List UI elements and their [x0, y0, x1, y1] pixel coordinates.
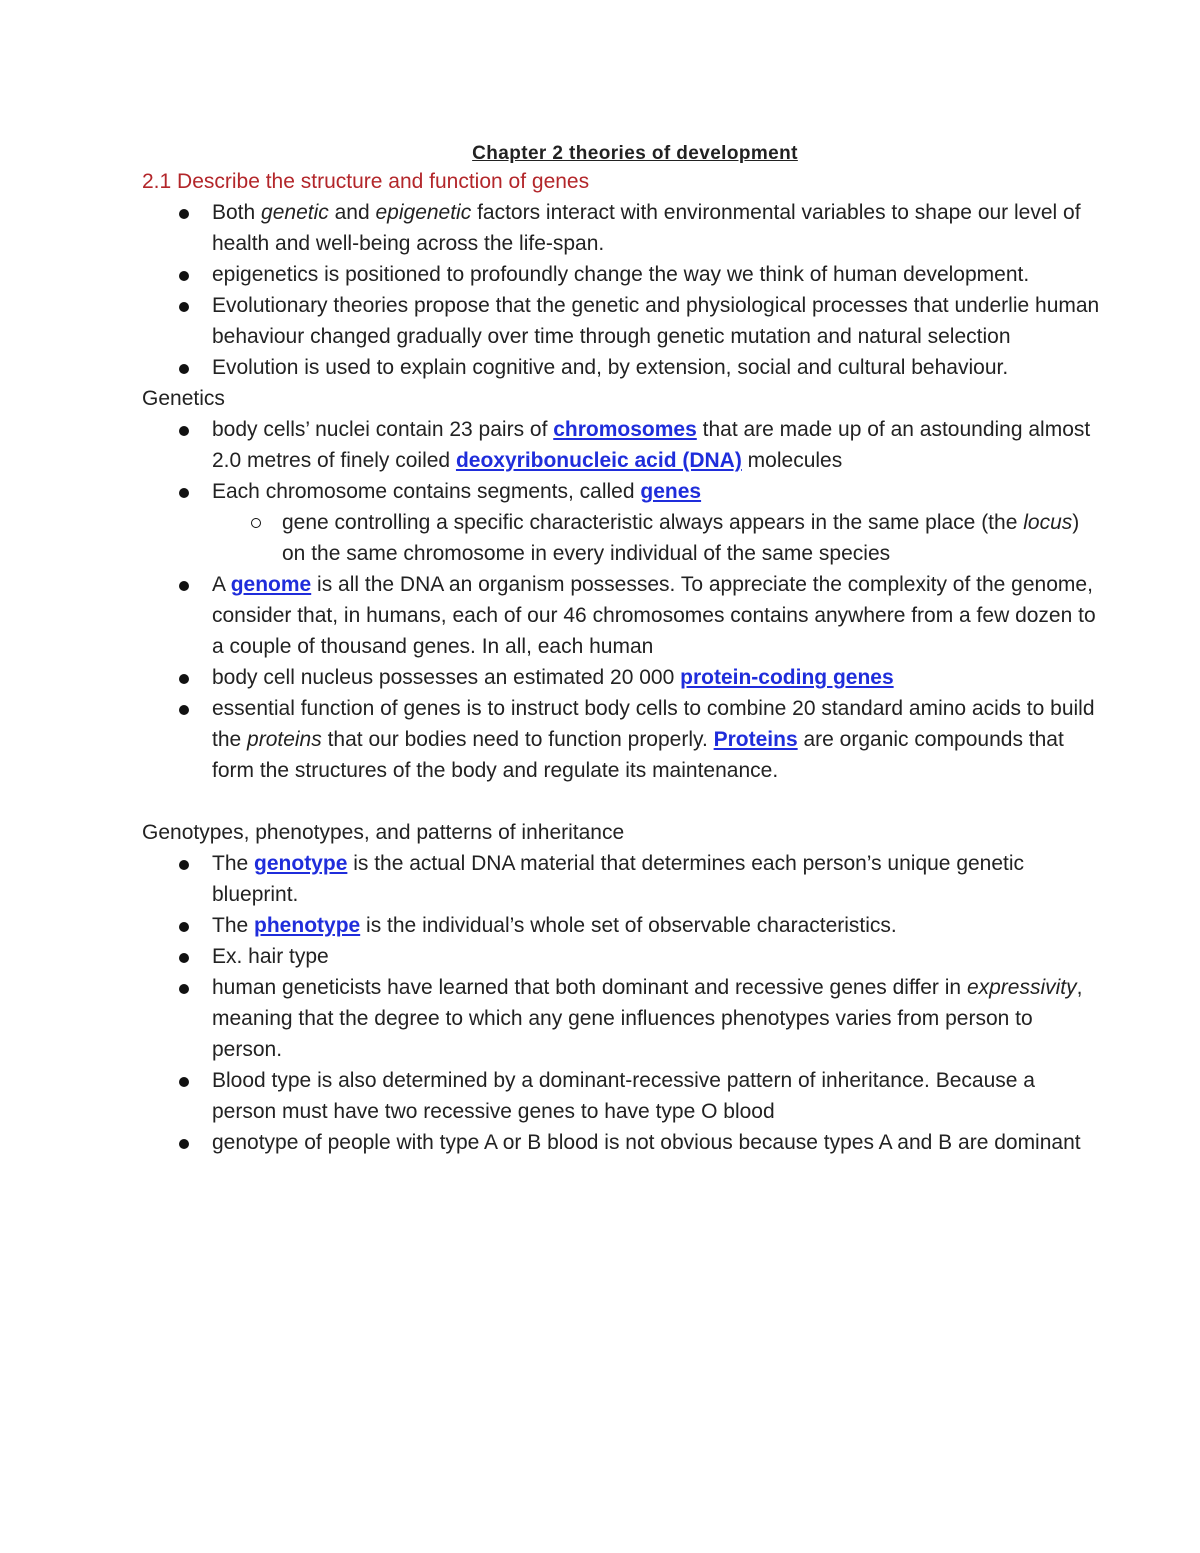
text-run: The — [212, 914, 255, 937]
text-run: human geneticists have learned that both dominant and recessive genes differ in — [212, 976, 967, 999]
keyword-link-genotype[interactable]: genotype — [254, 852, 348, 875]
bullet-icon — [179, 860, 189, 870]
sub-bullet-list — [212, 507, 1102, 569]
italic-term: proteins — [247, 728, 322, 751]
bullet-icon — [179, 581, 189, 591]
list-item — [212, 197, 1102, 259]
text-run: Evolutionary theories propose that the genetic and physiological processes that underlie human behaviour changed gradually over time through genetic mutation and natural selection — [212, 294, 1100, 348]
text-run: that are made up of an astounding almost 2.0 metres of finely coiled — [212, 418, 1091, 472]
keyword-link-protein-coding-genes[interactable]: protein-coding genes — [680, 666, 894, 689]
blank-line — [142, 786, 1102, 817]
list-item — [212, 569, 1102, 662]
list-item — [212, 290, 1102, 352]
text-run: body cell nucleus possesses an estimated 20 000 — [212, 666, 681, 689]
keyword-link-dna[interactable]: deoxyribonucleic acid (DNA) — [455, 449, 742, 472]
text-run: , meaning that the degree to which any gene influences phenotypes varies from person to person. — [212, 976, 1083, 1061]
bullet-icon — [179, 488, 189, 498]
italic-term: locus — [1023, 511, 1073, 534]
list-item — [212, 848, 1102, 910]
bullet-list-genetics — [142, 414, 1102, 786]
text-run: genotype of people with type A or B blood is not obvious because types A and B are dominant — [212, 1131, 1081, 1154]
italic-term: genetic — [261, 201, 329, 224]
bullet-icon — [179, 364, 189, 374]
text-run: Ex. hair type — [212, 945, 329, 968]
sub-list-item — [282, 507, 1102, 569]
list-item — [212, 1127, 1102, 1158]
italic-term: expressivity — [966, 976, 1077, 999]
list-item — [212, 352, 1102, 383]
section-heading-genes: 2.1 Describe the structure and function of genes — [142, 170, 590, 193]
section-heading-genetics: Genetics — [142, 387, 225, 410]
list-item — [212, 1065, 1102, 1127]
list-item — [212, 941, 1102, 972]
text-run: Both — [212, 201, 262, 224]
text-run: is the actual DNA material that determines each person’s unique genetic blueprint. — [212, 852, 1025, 906]
hollow-bullet-icon — [251, 518, 261, 528]
section-heading-inheritance: Genotypes, phenotypes, and patterns of inheritance — [142, 821, 625, 844]
text-run: and — [328, 201, 376, 224]
text-run: that our bodies need to function properly. — [321, 728, 714, 751]
text-run: Each chromosome contains segments, called — [212, 480, 641, 503]
bullet-icon — [179, 426, 189, 436]
bullet-icon — [179, 674, 189, 684]
text-run: Blood type is also determined by a dominant-recessive pattern of inheritance. Because a person must have two recessive genes to have type O blood — [212, 1069, 1035, 1123]
text-run: epigenetics is positioned to profoundly change the way we think of human development. — [212, 263, 1030, 286]
document-body — [142, 166, 1102, 1158]
text-run: factors interact with environmental variables to shape our level of health and well-being across the life-span. — [212, 201, 1081, 255]
keyword-link-genes[interactable]: genes — [640, 480, 702, 503]
text-run: Evolution is used to explain cognitive and, by extension, social and cultural behaviour. — [212, 356, 1009, 379]
text-run: body cells’ nuclei contain 23 pairs of — [212, 418, 554, 441]
text-run: The — [212, 852, 255, 875]
keyword-link-chromosomes[interactable]: chromosomes — [553, 418, 697, 441]
list-item — [212, 693, 1102, 786]
bullet-icon — [179, 922, 189, 932]
list-item — [212, 972, 1102, 1065]
bullet-icon — [179, 271, 189, 281]
bullet-icon — [179, 984, 189, 994]
italic-term: epigenetic — [375, 201, 472, 224]
list-item — [212, 259, 1102, 290]
page-title: Chapter 2 theories of development — [472, 143, 798, 164]
text-run: molecules — [741, 449, 843, 472]
text-run: are organic compounds that form the structures of the body and regulate its maintenance. — [212, 728, 1064, 782]
keyword-link-phenotype[interactable]: phenotype — [254, 914, 361, 937]
bullet-icon — [179, 953, 189, 963]
bullet-icon — [179, 209, 189, 219]
text-run: A — [212, 573, 231, 596]
bullet-icon — [179, 302, 189, 312]
text-run: is all the DNA an organism possesses. To appreciate the complexity of the genome, consider that, in humans, each of our 46 chromosomes contains anywhere from a few dozen to a couple of thousand genes. In all, each human — [212, 573, 1096, 658]
text-run: essential function of genes is to instruct body cells to combine 20 standard amino acids to build the — [212, 697, 1095, 751]
text-run: ) on the same chromosome in every individual of the same species — [282, 511, 1080, 565]
bullet-list-inheritance — [142, 848, 1102, 1158]
bullet-list-genes — [142, 197, 1102, 383]
list-item — [212, 414, 1102, 476]
keyword-link-proteins[interactable]: Proteins — [713, 728, 798, 751]
keyword-link-genome[interactable]: genome — [230, 573, 312, 596]
list-item — [212, 476, 1102, 569]
text-run: is the individual’s whole set of observable characteristics. — [360, 914, 897, 937]
bullet-icon — [179, 705, 189, 715]
text-run: gene controlling a specific characteristic always appears in the same place (the — [282, 511, 1024, 534]
bullet-icon — [179, 1139, 189, 1149]
list-item — [212, 910, 1102, 941]
bullet-icon — [179, 1077, 189, 1087]
list-item — [212, 662, 1102, 693]
